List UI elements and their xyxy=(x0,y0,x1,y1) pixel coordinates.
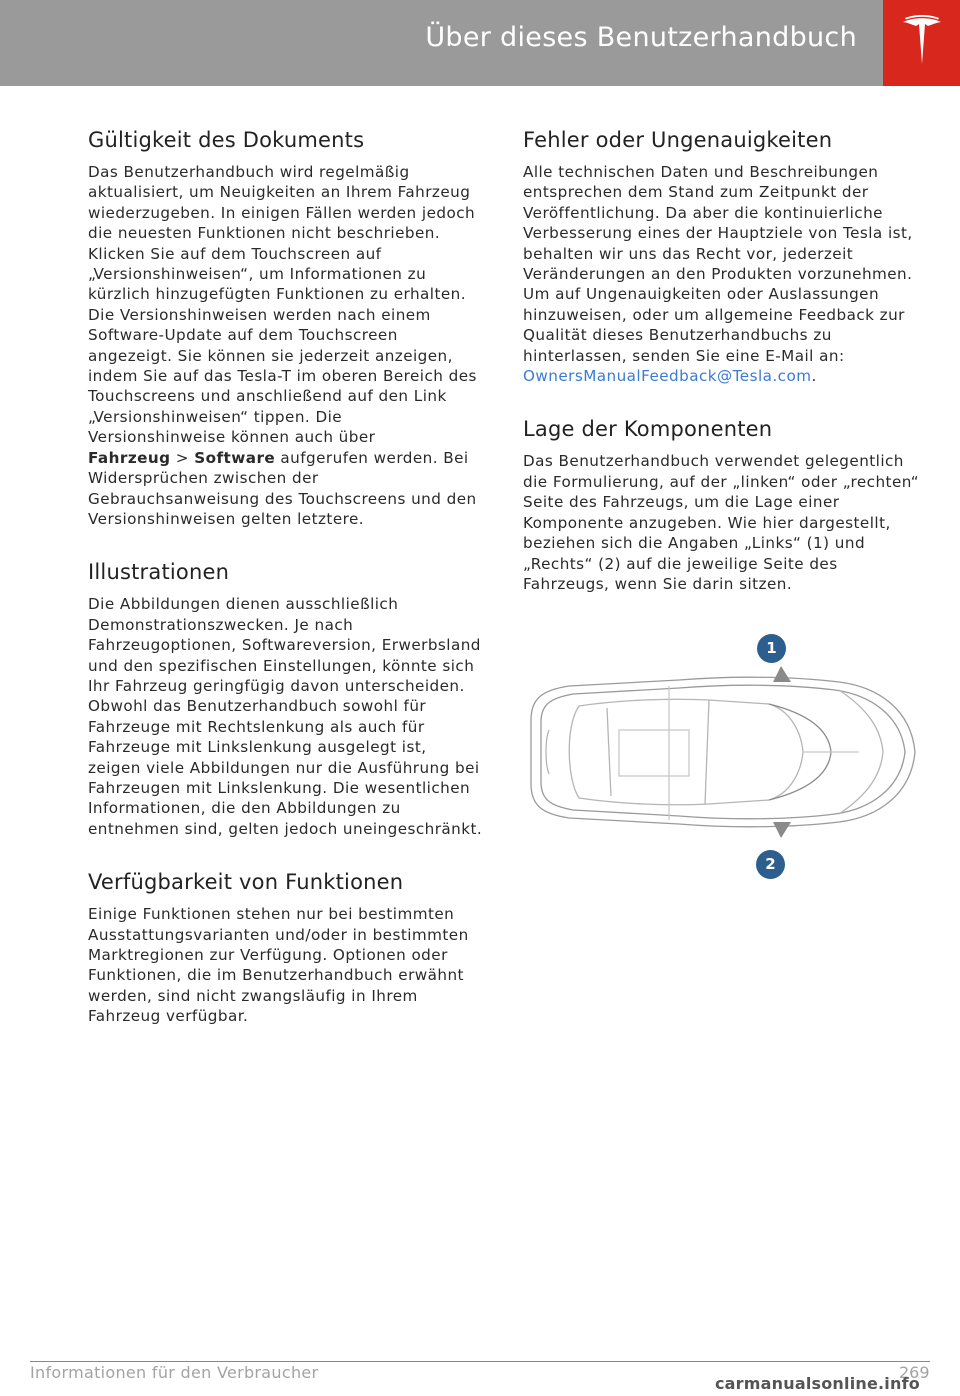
footer-section-name: Informationen für den Verbraucher xyxy=(30,1363,319,1382)
section-feature-availability xyxy=(88,870,484,1026)
tesla-t-logo-icon xyxy=(901,14,943,68)
feedback-email-link[interactable]: OwnersManualFeedback@Tesla.com xyxy=(523,367,812,386)
page-number: 269 xyxy=(899,1363,930,1382)
car-top-view-figure xyxy=(519,630,921,880)
body-text: Alle technischen Daten und Beschreibungen entsprechen dem Stand zum Zeitpunkt der Veröffentlichung. Da aber die kontinuierliche Verbesserung eines der Hauptziele von Tesla ist, behalten wir uns das Recht vor, jederzeit Veränderungen an den Produkten vorzunehmen. Um auf Ungenauigkeiten oder Auslassungen hinzuweisen, oder um allgemeine Feedback zur Qualität dieses Benutzerhandbuchs zu hinterlassen, senden Sie eine E-Mail an: xyxy=(523,163,913,365)
section-document-validity xyxy=(88,128,484,529)
section-heading: Fehler oder Ungenauigkeiten xyxy=(523,128,833,152)
body-text: Das Benutzerhandbuch wird regelmäßig aktualisiert, um Neuigkeiten an Ihrem Fahrzeug wiederzugeben. In einigen Fällen werden jedoch die neuesten Funktionen nicht beschrieben. Klicken Sie auf dem Touchscreen auf „Versionshinweisen“, um Informationen zu kürzlich hinzugefügten Funktionen zu erhalten. Die Versionshinweisen werden nach einem Software-Update auf dem Touchscreen angezeigt. Sie können sie jederzeit anzeigen, indem Sie auf das Tesla-T im oberen Bereich des Touchscreens und anschließend auf den Link „Versionshinweisen“ tippen. Die Versionshinweise können auch über xyxy=(88,163,477,447)
section-heading: Illustrationen xyxy=(88,560,230,585)
page-title: Über dieses Benutzerhandbuch xyxy=(425,22,857,53)
section-illustrations xyxy=(88,560,484,839)
section-body: Die Abbildungen dienen ausschließlich Demonstrationszwecken. Je nach Fahrzeugoptionen, Softwareversion, Erwerbsland und den spezifischen Einstellungen, könnte sich Ihr Fahrzeug geringfügig davon unterscheiden. Obwohl das Benutzerhandbuch sowohl für Fahrzeuge mit Rechtslenkung als auch für Fahrzeuge mit Linkslenkung ausgelegt ist, zeigen viele Abbildungen nur die Ausführung bei Fahrzeugen mit Linkslenkung. Die wesentlichen Informationen, die den Abbildungen zu entnehmen sind, gelten jedoch uneingeschränkt. xyxy=(88,595,483,838)
menu-path-software: Software xyxy=(194,448,276,467)
watermark-text: carmanualsonline.info xyxy=(715,1374,920,1393)
footer-divider xyxy=(30,1361,930,1362)
body-text: aufgerufen werden. Bei Widersprüchen zwischen der Gebrauchsanweisung des Touchscreens und den Versionshinweisen gelten letztere. xyxy=(88,448,477,528)
section-body: Einige Funktionen stehen nur bei bestimmten Ausstattungsvarianten und/oder in bestimmten Marktregionen zur Verfügung. Optionen oder Funktionen, die im Benutzerhandbuch erwähnt werden, sind nicht zwangsläufig in Ihrem Fahrzeug verfügbar. xyxy=(88,905,469,1026)
section-errors xyxy=(523,128,923,386)
email-suffix: . xyxy=(811,367,817,386)
left-column xyxy=(88,128,484,1058)
section-heading: Verfügbarkeit von Funktionen xyxy=(88,870,404,895)
brand-logo-box xyxy=(883,0,960,86)
callout-right-side: 2 xyxy=(756,850,785,879)
section-body xyxy=(523,162,923,386)
right-column xyxy=(523,128,923,625)
section-heading: Lage der Komponenten xyxy=(523,417,773,442)
section-heading: Gültigkeit des Dokuments xyxy=(88,128,365,152)
car-top-view-illustration xyxy=(519,630,921,880)
page-header-bar xyxy=(0,0,883,86)
callout-left-side: 1 xyxy=(757,634,786,663)
section-body: Das Benutzerhandbuch verwendet gelegentlich die Formulierung, auf der „linken“ oder „rechten“ Seite des Fahrzeugs, um die Lage einer Komponente anzugeben. Wie hier dargestellt, beziehen sich die Angaben „Links“ (1) und „Rechts“ (2) auf die jeweilige Seite des Fahrzeugs, wenn Sie darin sitzen. xyxy=(523,452,920,593)
menu-path-separator: > xyxy=(175,448,189,467)
section-component-location xyxy=(523,417,923,594)
section-body xyxy=(88,162,484,529)
menu-path-vehicle: Fahrzeug xyxy=(88,448,171,467)
